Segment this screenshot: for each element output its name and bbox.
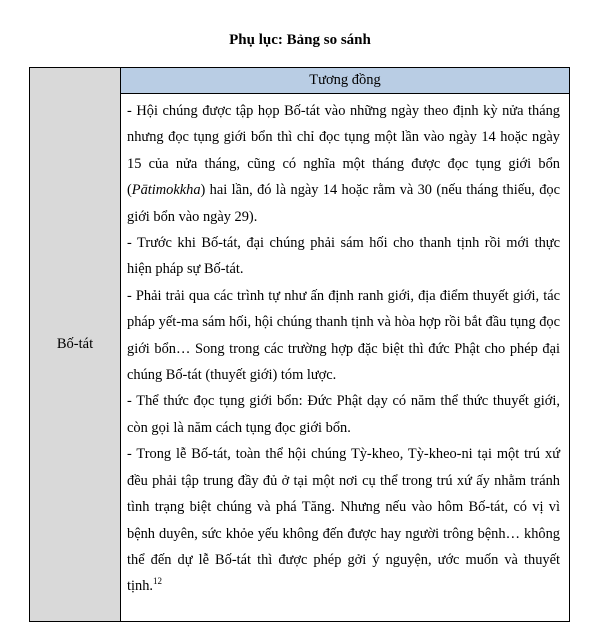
paragraph-3: - Phải trải qua các trình tự như ấn định ranh giới, địa điểm thuyết giới, tác pháp yết-ma sám hối, hội chúng thanh tịnh và hòa hợp rồi bắt đầu tụng đọc giới bổn… Song trong các trường hợp đặc biệt thì đức Phật cho phép đại chúng Bố-tát (thuyết giới) tóm lược. [127, 287, 560, 384]
content-cell [121, 94, 569, 621]
footnote-marker[interactable]: 12 [153, 576, 162, 587]
column-header [121, 68, 569, 94]
paragraph-1-text-before: - Hội chúng được tập họp Bố-tát vào những ngày theo định kỳ nửa tháng nhưng đọc tụng giới bổn thì chỉ đọc tụng một lần vào ngày 14 hoặc ngày 15 của nửa tháng, cũng có nghĩa một tháng được đọc tụng giới bổn ( [127, 103, 560, 199]
comparison-table [29, 67, 570, 622]
paragraph-1-text-after: ) hai lần, đó là ngày 14 hoặc rằm và 30 (nếu tháng thiếu, đọc giới bổn vào ngày 29). [127, 182, 560, 225]
paragraph-2: - Trước khi Bố-tát, đại chúng phải sám hối cho thanh tịnh rồi mới thực hiện pháp sự Bố-tát. [127, 235, 560, 278]
paragraph-4: - Thể thức đọc tụng giới bổn: Đức Phật dạy có năm thể thức thuyết giới, còn gọi là năm cách tụng đọc giới bổn. [127, 393, 560, 436]
row-label: Bố-tát [56, 336, 94, 352]
paragraph-5 [127, 441, 560, 599]
paragraph-1-italic-term: Pātimokkha [131, 182, 201, 199]
right-column [121, 68, 569, 621]
paragraph-1 [127, 98, 560, 230]
page-title: Phụ lục: Bảng so sánh [229, 32, 371, 48]
row-label-cell [30, 68, 121, 621]
column-header-label: Tương đồng [309, 72, 381, 88]
paragraph-5-text: - Trong lễ Bố-tát, toàn thể hội chúng Tỳ-kheo, Tỳ-kheo-ni tại một trú xứ đều phải tập trung đầy đủ ở tại một nơi cụ thể trong trú xứ ấy nhằm tránh tình trạng biệt chúng và phá Tăng. Nhưng nếu vào hôm Bố-tát, có vị vì bệnh duyên, sức khỏe yếu không đến được hay người trông bệnh… không thể đến dự lễ Bố-tát thì được phép gởi ý nguyện, ước muốn và thuyết tịnh. [127, 446, 560, 595]
